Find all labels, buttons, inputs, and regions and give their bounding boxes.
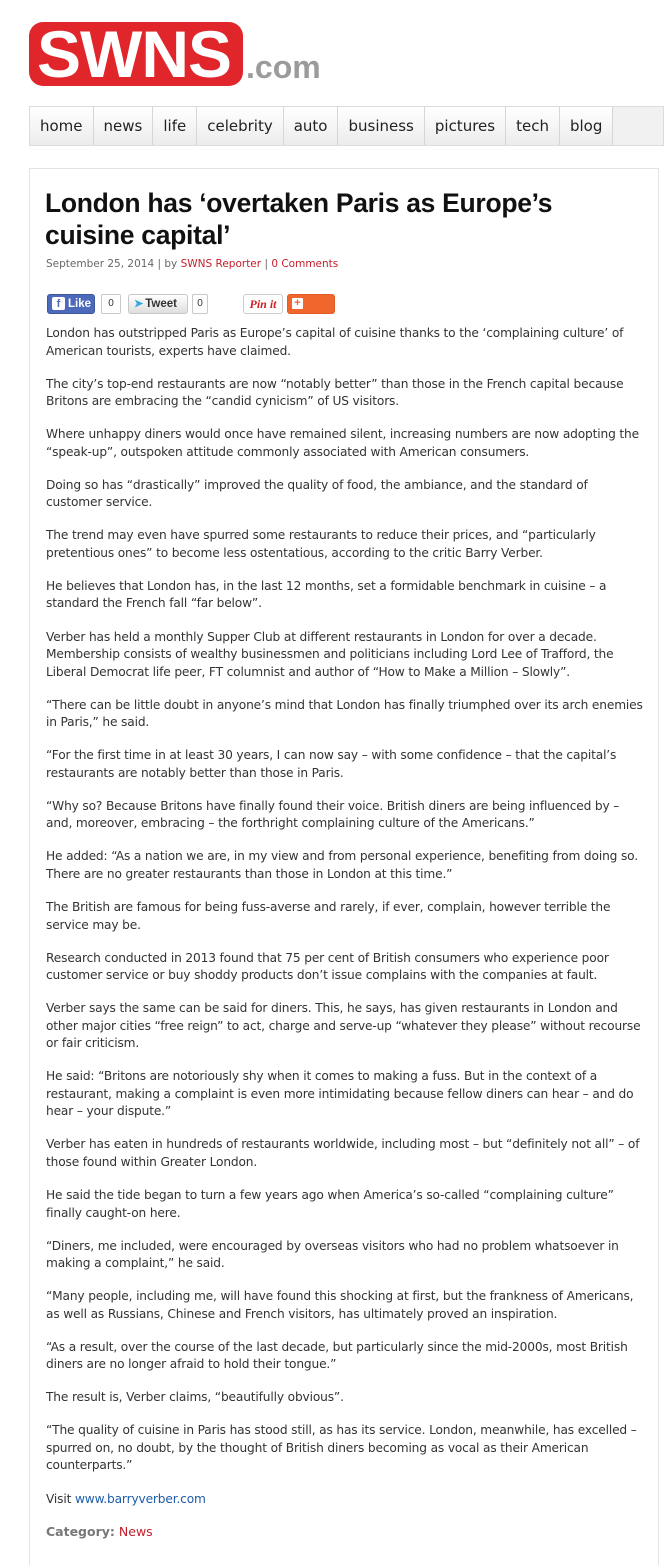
paragraph: He said: “Britons are notoriously shy when it comes to making a fuss. But in the context of a restaurant, making a complaint is even more intimidating because fellow diners can hear – and do hear – your dispute.” [46,1069,634,1119]
facebook-icon: f [52,297,65,310]
article [29,168,659,1565]
paragraph: Verber has eaten in hundreds of restaurants worldwide, including most – but “definitely not all” – of those found within Greater London. [46,1137,640,1169]
paragraph: The city’s top-end restaurants are now “notably better” than those in the French capital because Britons are embracing the “candid cynicism” of US visitors. [46,376,624,409]
paragraph: “Why so? Because Britons have finally found their voice. British diners are being influenced by – and, moreover, embracing – the forthright complaining culture of the Americans.” [46,798,620,831]
paragraph: “Diners, me included, were encouraged by overseas visitors who had no problem whatsoever in making a complaint,” he said. [46,1238,619,1271]
nav-item-tech[interactable]: tech [506,107,560,145]
tweet-count: 0 [192,294,208,314]
paragraph: “The quality of cuisine in Paris has stood still, as has its service. London, meanwhile, has excelled – spurred on, no doubt, by the thought of British diners becoming as vocal as their American counterparts.” [46,1423,637,1473]
category-label: Category [46,1523,110,1539]
nav-item-auto[interactable]: auto [284,107,339,145]
paragraph: “There can be little doubt in anyone’s mind that London has finally triumphed over its arch enemies in Paris,” he said. [46,697,643,730]
visit-line [46,1491,646,1509]
paragraph: London has outstripped Paris as Europe’s capital of cuisine thanks to the ‘complaining culture’ of American tourists, experts have claimed. [46,326,624,358]
meta-separator: | [264,258,268,270]
paragraph: The British are famous for being fuss-averse and rarely, if ever, complain, however terrible the service may be. [46,900,611,932]
category-colon: : [109,1523,115,1539]
pinterest-button[interactable]: Pin it [243,294,283,314]
barryverber-link[interactable]: www.barryverber.com [74,1491,206,1506]
comments-link[interactable]: 0 Comments [271,258,339,270]
tweet-label: Tweet [145,298,177,310]
paragraph: “As a result, over the course of the last decade, but particularly since the mid-2000s, most British diners are no longer afraid to hold their tongue.” [46,1339,628,1372]
share-button[interactable] [287,294,335,328]
facebook-like-label: Like [68,298,92,310]
site-logo[interactable] [29,17,339,91]
paragraph: He believes that London has, in the last 12 months, set a formidable benchmark in cuisine – a standard the French fall “far below”. [46,578,607,611]
paragraph: Verber says the same can be said for diners. This, he says, has given restaurants in London and other major cities “free reign” to act, charge and serve-up “whatever they please” without recourse or fair criticism. [46,1001,641,1051]
visit-prefix: Visit [46,1491,72,1506]
paragraph: “Many people, including me, will have found this shocking at first, but the frankness of Americans, as well as Russians, Chinese and French visitors, has ultimately proved an inspiration. [46,1289,634,1321]
share-label: Share [288,316,320,328]
nav-item-blog[interactable]: blog [560,107,613,145]
category-news-link[interactable]: News [118,1523,153,1539]
nav-item-celebrity[interactable]: celebrity [197,107,284,145]
article-date: September 25, 2014 [46,258,155,270]
nav-item-home[interactable]: home [30,107,94,145]
article-title: London has ‘overtaken Paris as Europe’s cuisine capital’ [45,188,553,250]
nav-item-life[interactable]: life [153,107,197,145]
article-meta [46,258,338,270]
plus-icon: + [292,298,303,309]
paragraph: Where unhappy diners would once have remained silent, increasing numbers are now adopting the “speak-up”, outspoken attitude commonly associated with American consumers. [46,427,639,459]
paragraph: Research conducted in 2013 found that 75 per cent of British consumers who experience poor customer service or buy shoddy products don’t issue complains with the companies at fault. [46,950,609,983]
main-nav [29,106,664,146]
article-body [46,325,646,1539]
paragraph: The result is, Verber claims, “beautifully obvious”. [46,1390,344,1405]
nav-item-business[interactable]: business [338,107,424,145]
paragraph: The trend may even have spurred some restaurants to reduce their prices, and “particularly pretentious ones” to become less ostentatious, according to the critic Barry Verber. [46,528,596,560]
article-category [46,1524,646,1539]
meta-by: | by [157,258,178,270]
author-link[interactable]: SWNS Reporter [180,258,262,270]
nav-item-news[interactable]: news [94,107,154,145]
paragraph: He said the tide began to turn a few years ago when America’s so-called “complaining culture” finally caught-on here. [46,1188,614,1220]
paragraph: Verber has held a monthly Supper Club at different restaurants in London for over a decade. Membership consists of wealthy businessmen and politicians including Lord Lee of Trafford, the Liberal Democrat life peer, FT columnist and author of “How to Make a Million – Slowly”. [46,629,614,679]
tweet-button[interactable] [128,294,188,314]
facebook-like-button[interactable] [47,294,95,314]
facebook-like-count: 0 [101,294,121,314]
logo-text: SWNS [37,17,231,91]
nav-item-pictures[interactable]: pictures [425,107,506,145]
twitter-bird-icon: ➤ [134,298,144,310]
paragraph: He added: “As a nation we are, in my view and from personal experience, benefiting from doing so. There are no greater restaurants than those in London at this time.” [46,849,638,881]
logo-suffix: .com [246,49,321,85]
paragraph: Doing so has “drastically” improved the quality of food, the ambiance, and the standard of customer service. [46,477,588,510]
paragraph: “For the first time in at least 30 years, I can now say – with some confidence – that the capital’s restaurants are notably better than those in Paris. [46,748,617,780]
